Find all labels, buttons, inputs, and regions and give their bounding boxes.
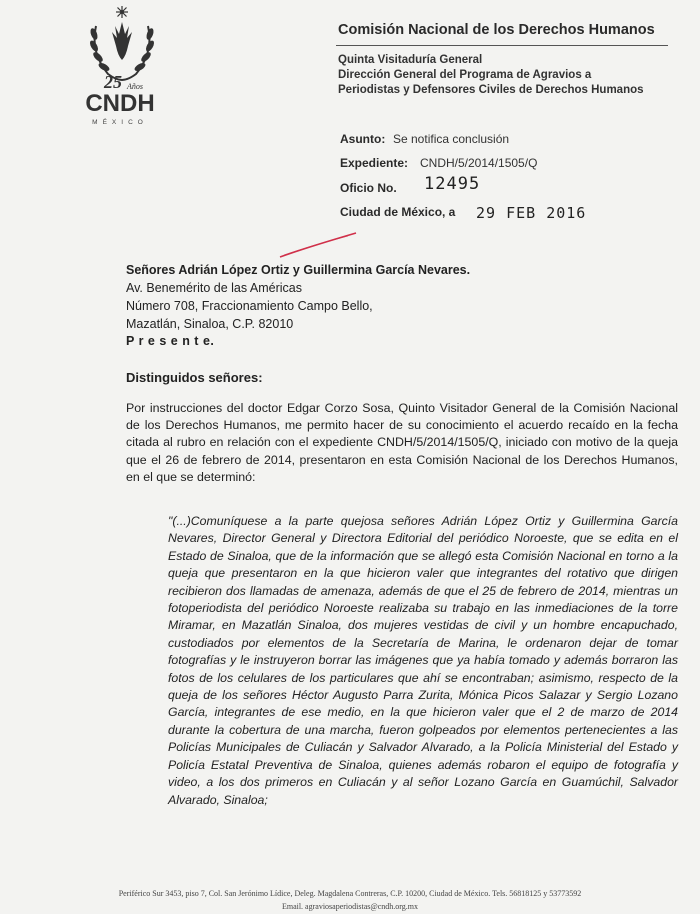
- logo-country: MÉXICO: [92, 119, 148, 126]
- recipient-number: Número 708, Fraccionamiento Campo Bello,: [126, 299, 373, 313]
- institution-title: Comisión Nacional de los Derechos Humanos: [338, 22, 655, 38]
- program-line-1: Dirección General del Programa de Agravios a: [338, 69, 592, 81]
- date-stamp: 29 FEB 2016: [476, 204, 587, 222]
- header-divider: [336, 45, 668, 46]
- expediente-value: CNDH/5/2014/1505/Q: [420, 156, 538, 170]
- asunto-label: Asunto:: [340, 132, 386, 146]
- oficio-number-stamp: 12495: [424, 174, 481, 194]
- recipient-presente: P r e s e n t e.: [126, 334, 215, 348]
- logo-anios: Años: [127, 82, 143, 91]
- body-paragraph: Por instrucciones del doctor Edgar Corzo Sosa, Quinto Visitador General de la Comisión Nacional de los Derechos Humanos, me permito hacer de su conocimiento el acuerdo recaído en la fecha citada al rubro en relación con el expediente CNDH/5/2014/1505/Q, iniciado con motivo de la queja que el 26 de febrero de 2014, presentaron en esta Comisión Nacional de los Derechos Humanos, en el que se determinó:: [126, 401, 678, 484]
- laurel-hand-icon: [82, 4, 162, 94]
- recipient-city: Mazatlán, Sinaloa, C.P. 82010: [126, 317, 294, 331]
- ciudad-label: Ciudad de México, a: [340, 205, 456, 219]
- logo-anniversary: 25: [104, 72, 122, 92]
- quoted-resolution: "(...)Comuníquese a la parte quejosa señores Adrián López Ortiz y Guillermina García Nevares, Director General y Directora Editorial del periódico Noroeste, que se edita en el Estado de Sinaloa, que de la información que se allegó esta Comisión Nacional en torno a la queja que presentaron en la que hicieron valer que integrantes del rotativo que dirigen recibieron dos llamadas de amenaza, además de que el 25 de febrero de 2014, mientras un fotoperiodista del periódico Noroeste realizaba su trabajo en las inmediaciones de la torre Miramar, en Mazatlán Sinaloa, dos mujeres vestidas de civil y un hombre encapuchado, custodiados por elementos de la Secretaría de Marina, le ordenaron dejar de tomar fotografías y le instruyeron borrar las imágenes que ya había tomado y además borraron las fotos de los celulares de los particulares que ahí se encontraban; asimismo, respecto de la queja de los señores Héctor Augusto Parra Zurita, Mónica Picos Salazar y Sergio Lozano García, integrantes de ese medio, en la que hicieron valer que el 2 de marzo de 2014 durante la cobertura de una marcha, fueron golpeados por elementos pertenecientes a las Policías Municipales de Culiacán y Salvador Alvarado, a la Policía Ministerial del Estado y Policía Estatal Preventiva de Sinaloa, quienes además robaron el equipo de fotografía y video, a los dos primeros en Culiacán y al señor Lozano García en Guamúchil, Salvador Alvarado, Sinaloa;: [168, 514, 678, 807]
- footer-address: Periférico Sur 3453, piso 7, Col. San Jerónimo Lídice, Deleg. Magdalena Contreras, C.P. 10200, Ciudad de México. Tels. 56818125 y 53773592: [118, 889, 582, 898]
- cndh-logo: [82, 4, 162, 132]
- greeting: Distinguidos señores:: [126, 370, 263, 385]
- oficio-label: Oficio No.: [340, 181, 397, 195]
- red-pen-mark: [278, 231, 358, 261]
- recipient-street: Av. Benemérito de las Américas: [126, 281, 303, 295]
- recipient-names: Señores Adrián López Ortiz y Guillermina García Nevares.: [126, 263, 471, 277]
- footer-email: Email. agraviosaperiodistas@cndh.org.mx: [281, 902, 419, 911]
- office-name: Quinta Visitaduría General: [338, 54, 483, 66]
- program-line-2: Periodistas y Defensores Civiles de Derechos Humanos: [338, 84, 644, 96]
- asunto-value: Se notifica conclusión: [393, 132, 510, 146]
- logo-acronym: CNDH: [85, 90, 155, 117]
- expediente-label: Expediente:: [340, 156, 409, 170]
